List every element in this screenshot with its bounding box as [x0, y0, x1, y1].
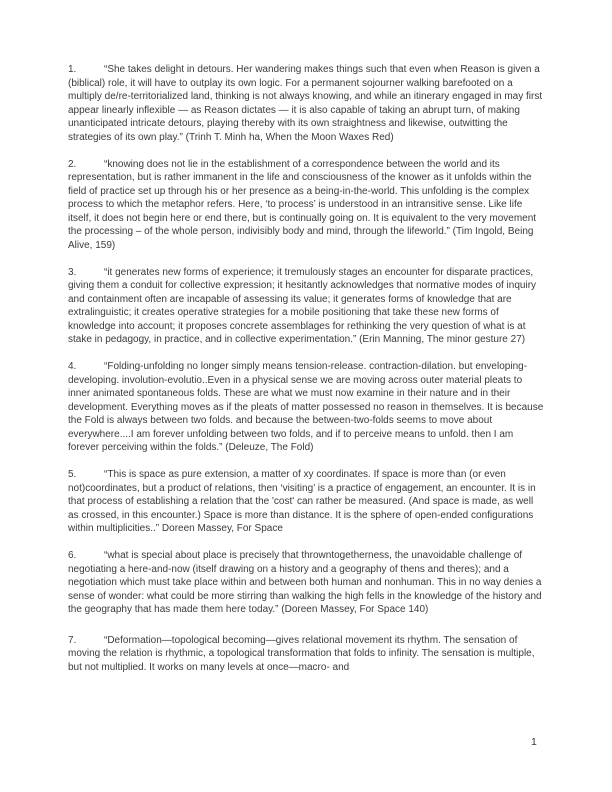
- paragraph-number: 5.: [68, 469, 77, 480]
- paragraph-number: 1.: [68, 64, 77, 75]
- quote-paragraph-1: [68, 63, 546, 144]
- page-number: 1: [531, 736, 537, 748]
- document-body: [68, 63, 546, 688]
- paragraph-text: “knowing does not lie in the establishment of a correspondence between the world and its representation, but is rather immanent in the life and consciousness of the knower as it unfolds within the field of practice set up through his or her presence as a being-in-the-world. This unfolding is the complex process to which the metaphor refers. Here, ‘to process’ is understood in an intransitive sense. Like life itself, it does not begin here or end there, but is continually going on. It is equivalent to the very movement the processing – of the whole person, indivisibly body and mind, through the lifeworld.” (Tim Ingold, Being Alive, 159): [68, 158, 537, 251]
- paragraph-text: “This is space as pure extension, a matter of xy coordinates. If space is more than (or even not)coordinates, but a product of relations, then ‘visiting’ is a practice of engagement, an encounter. It is in that process of establishing a relation that the 'cost' can rather be measured. (And space is made, as well as crossed, in this encounter.) Space is more than distance. It is the sphere of open-ended configurations within multiplicities..” Doreen Massey, For Space: [68, 469, 536, 534]
- paragraph-text: “She takes delight in detours. Her wandering makes things such that even when Reason is given a (biblical) role, it will have to outplay its own logic. For a permanent sojourner walking barefooted on a multiply de/re-territorialized land, thinking is not always knowing, and while an itinerary engaged in may first appear linearly inflexible — as Reason dictates — it is also capable of taking an abrupt turn, of making unanticipated intricate detours, playing thereby with its own straightness and likewise, outwitting the strategies of its own play.” (Trinh T. Minh ha, When the Moon Waxes Red): [68, 64, 543, 143]
- paragraph-text: “what is special about place is precisely that throwntogetherness, the unavoidable challenge of negotiating a here-and-now (itself drawing on a history and a geography of thens and theres); and a negotiation which must take place within and between both human and nonhuman. This in no way denies a sense of wonder: what could be more stirring than walking the high fells in the knowledge of the history and the geography that has made them here today.” (Doreen Massey, For Space 140): [68, 550, 542, 615]
- paragraph-text: “Folding-unfolding no longer simply means tension-release. contraction-dilation. but enveloping-developing. involution-evolutio..Even in a physical sense we are moving across outer material pleats to inner animated spontaneous folds. These are what we must now examine in their nature and in their development. Everything moves as if the pleats of matter possessed no reason in themselves. It is because the Fold is always between two folds. and because the between-two-folds seems to move about everywhere....I am forever unfolding between two folds, and if to perceive means to unfold. then I am forever perceiving within the folds.” (Deleuze, The Fold): [68, 361, 544, 453]
- quote-paragraph-2: [68, 158, 546, 253]
- paragraph-text: “it generates new forms of experience; it tremulously stages an encounter for disparate practices, giving them a conduit for collective expression; it hesitantly acknowledges that normative modes of inquiry and containment often are incapable of assessing its value; it generates forms of knowledge that are extralinguistic; it creates operative strategies for a mobile positioning that take these new forms of knowledge into account; it proposes concrete assemblages for rethinking the very question of what is at stake in pedagogy, in practice, and in collective experimentation.” (Erin Manning, The minor gesture 27): [68, 266, 537, 345]
- paragraph-number: 3.: [68, 266, 77, 278]
- paragraph-number: 4.: [68, 361, 77, 372]
- quote-paragraph-6: [68, 549, 546, 617]
- quote-paragraph-7: [68, 634, 546, 675]
- quote-paragraph-5: [68, 468, 546, 536]
- paragraph-number: 6.: [68, 550, 77, 561]
- paragraph-number: 2.: [68, 158, 77, 170]
- quote-paragraph-3: [68, 266, 546, 347]
- paragraph-number: 7.: [68, 634, 77, 646]
- paragraph-text: “Deformation—topological becoming—gives relational movement its rhythm. The sensation of moving the relation is rhythmic, a topological transformation that folds to infinity. The sensation is multiple, but not multiplied. It works on many levels at once—macro- and: [68, 634, 535, 673]
- quote-paragraph-4: [68, 360, 546, 455]
